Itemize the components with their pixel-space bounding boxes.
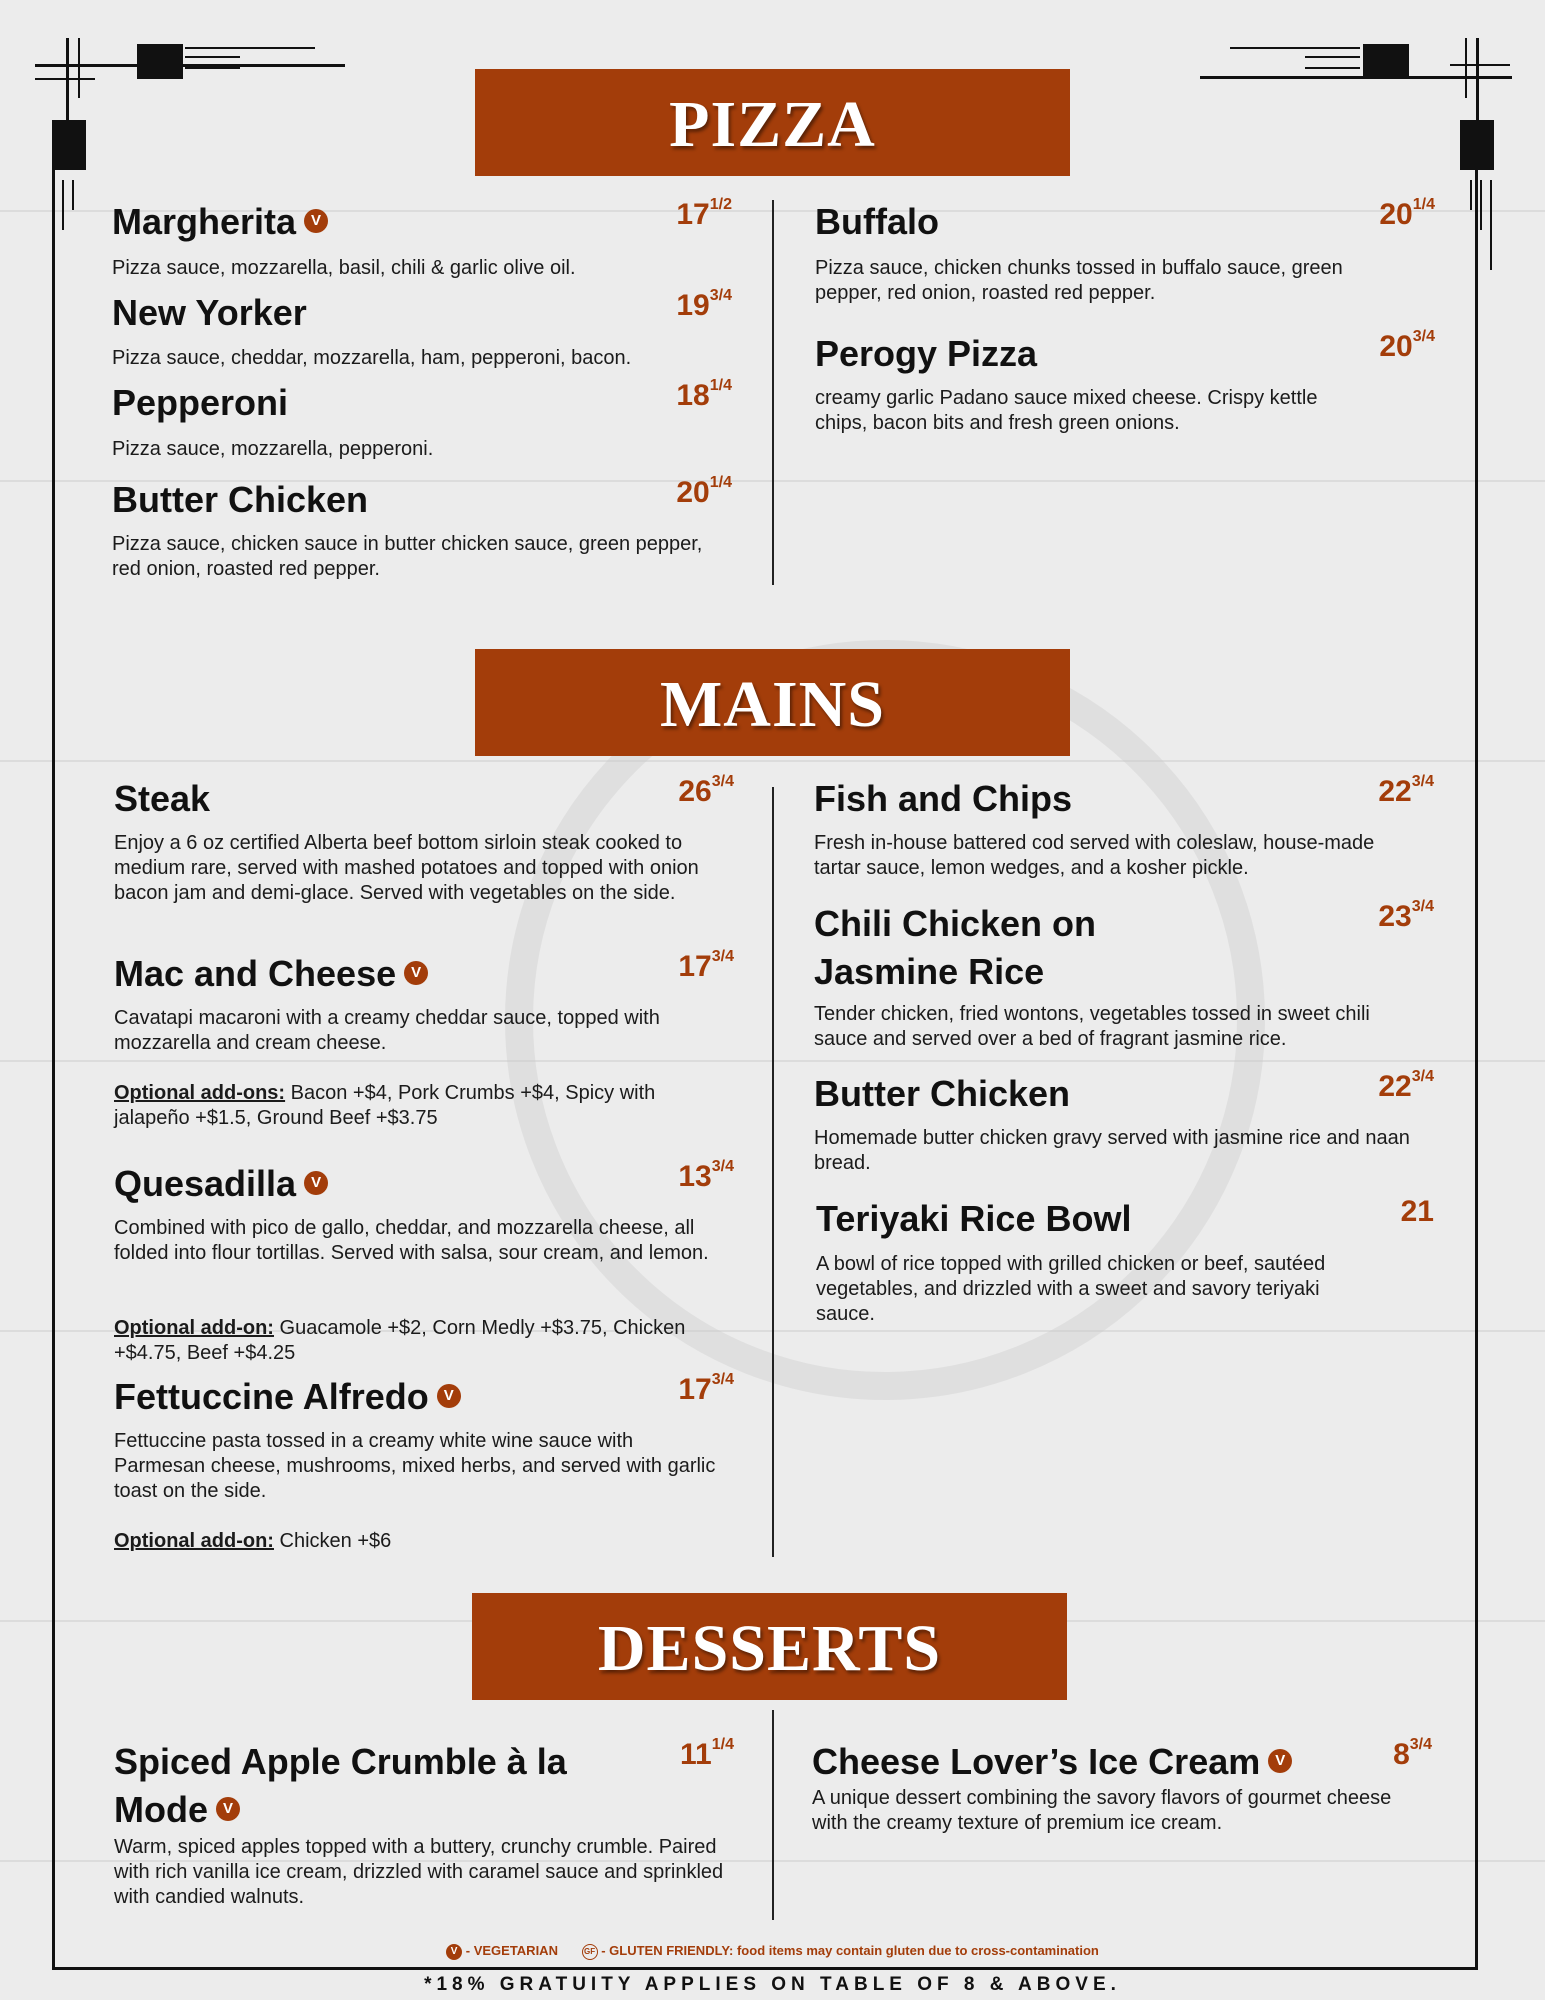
item-description: Pizza sauce, mozzarella, pepperoni. bbox=[112, 438, 434, 460]
item-price: $13^{3/4}$ bbox=[678, 1158, 734, 1193]
addons-label: Optional add-on: bbox=[114, 1530, 274, 1552]
item-description: A unique dessert combining the savory flavors of gourmet cheese with the creamy texture of premium ice cream. bbox=[812, 1787, 1392, 1834]
column-divider bbox=[772, 1710, 774, 1920]
frame-border-bottom bbox=[52, 1967, 1478, 1970]
vegetarian-icon: V bbox=[1268, 1749, 1292, 1773]
item-price: $18^{1/4}$ bbox=[676, 377, 732, 412]
frame-border-left bbox=[52, 120, 55, 1970]
item-description: Pizza sauce, chicken sauce in butter chicken sauce, green pepper, red onion, roasted red pepper. bbox=[112, 533, 703, 580]
item-description: A bowl of rice topped with grilled chicken or beef, sautéed vegetables, and drizzled with a sweet and savory teriyaki sauce. bbox=[816, 1253, 1326, 1325]
item-price: 21 bbox=[1400, 1195, 1434, 1228]
item-description: Warm, spiced apples topped with a buttery, crunchy crumble. Paired with rich vanilla ice cream, drizzled with caramel sauce and sprinkled with candied walnuts. bbox=[114, 1836, 724, 1908]
item-description: Tender chicken, fried wontons, vegetables tossed in sweet chili sauce and served over a bed of fragrant jasmine rice. bbox=[814, 1003, 1370, 1050]
vegetarian-icon: V bbox=[304, 209, 328, 233]
item-name: Fettuccine Alfredo bbox=[114, 1376, 429, 1417]
item-name: Butter Chicken bbox=[814, 1073, 1071, 1114]
item-description: Pizza sauce, mozzarella, basil, chili & garlic olive oil. bbox=[112, 257, 576, 279]
item-price: $22^{3/4}$ bbox=[1378, 773, 1434, 808]
item-price: $20^{1/4}$ bbox=[1379, 196, 1435, 231]
item-name: Fish and Chips bbox=[814, 778, 1073, 819]
vegetarian-icon: V bbox=[304, 1171, 328, 1195]
item-description: Fresh in-house battered cod served with coleslaw, house-made tartar sauce, lemon wedges, and a kosher pickle. bbox=[814, 832, 1375, 879]
item-name: Buffalo bbox=[815, 201, 939, 242]
item-price: $20^{3/4}$ bbox=[1379, 328, 1435, 363]
addons-label: Optional add-on: bbox=[114, 1317, 274, 1339]
item-name: Steak bbox=[114, 778, 211, 819]
vegetarian-icon: V bbox=[404, 961, 428, 985]
item-price: $19^{3/4}$ bbox=[676, 287, 732, 322]
item-name: Pepperoni bbox=[112, 382, 289, 423]
section-banner-pizza: PIZZA bbox=[475, 69, 1070, 176]
item-name: Butter Chicken bbox=[112, 479, 369, 520]
item-name: Mac and Cheese bbox=[114, 953, 397, 994]
item-name: Teriyaki Rice Bowl bbox=[816, 1198, 1132, 1239]
vegetarian-icon: V bbox=[437, 1384, 461, 1408]
item-price: $11^{1/4}$ bbox=[680, 1736, 734, 1771]
item-description: Cavatapi macaroni with a creamy cheddar sauce, topped with mozzarella and cream cheese. bbox=[114, 1007, 660, 1054]
item-price: $8^{3/4}$ bbox=[1393, 1736, 1432, 1771]
item-description: Pizza sauce, chicken chunks tossed in buffalo sauce, green pepper, red onion, roasted red pepper. bbox=[815, 257, 1343, 304]
vegetarian-icon: V bbox=[446, 1944, 462, 1960]
addons-text: Bacon +$4, Pork Crumbs +$4, Spicy with jalapeño +$1.5, Ground Beef +$3.75 bbox=[114, 1082, 656, 1129]
item-name: New Yorker bbox=[112, 292, 307, 333]
item-description: creamy garlic Padano sauce mixed cheese. Crispy kettle chips, bacon bits and fresh green onions. bbox=[815, 387, 1318, 434]
item-price: $20^{1/4}$ bbox=[676, 474, 732, 509]
vegetarian-icon: V bbox=[216, 1797, 240, 1821]
item-price: $23^{3/4}$ bbox=[1378, 898, 1434, 933]
item-name: Cheese Lover’s Ice Cream bbox=[812, 1741, 1261, 1782]
item-price: $26^{3/4}$ bbox=[678, 773, 734, 808]
section-banner-mains: MAINS bbox=[475, 649, 1070, 756]
item-description: Fettuccine pasta tossed in a creamy white wine sauce with Parmesan cheese, mushrooms, mixed herbs, and served with garlic toast on the side. bbox=[114, 1430, 716, 1502]
item-addons bbox=[114, 1529, 714, 1554]
item-price: $22^{3/4}$ bbox=[1378, 1068, 1434, 1103]
item-name: Perogy Pizza bbox=[815, 333, 1038, 374]
item-name: Margherita bbox=[112, 201, 297, 242]
item-description: Enjoy a 6 oz certified Alberta beef bottom sirloin steak cooked to medium rare, served with mashed potatoes and topped with onion bacon jam and demi-glace. Served with vegetables on the side. bbox=[114, 832, 699, 904]
section-banner-desserts: DESSERTS bbox=[472, 1593, 1067, 1700]
item-description: Homemade butter chicken gravy served with jasmine rice and naan bread. bbox=[814, 1127, 1410, 1174]
gluten-friendly-icon: GF bbox=[582, 1944, 598, 1960]
item-name: Quesadilla bbox=[114, 1163, 297, 1204]
item-price: $17^{3/4}$ bbox=[678, 1371, 734, 1406]
item-description: Pizza sauce, cheddar, mozzarella, ham, pepperoni, bacon. bbox=[112, 347, 632, 369]
addons-text: Guacamole +$2, Corn Medly +$3.75, Chicken +$4.75, Beef +$4.25 bbox=[114, 1317, 686, 1364]
item-addons bbox=[114, 1316, 694, 1366]
item-name: Spiced Apple Crumble à la Mode bbox=[114, 1741, 567, 1830]
item-name: Chili Chicken on Jasmine Rice bbox=[814, 903, 1097, 992]
gratuity-notice: *18% GRATUITY APPLIES ON TABLE OF 8 & ABOVE. bbox=[424, 1974, 1121, 1995]
column-divider bbox=[772, 200, 774, 585]
item-addons bbox=[114, 1081, 724, 1131]
legend-vegetarian-text: - VEGETARIAN bbox=[462, 1943, 558, 1958]
item-description: Combined with pico de gallo, cheddar, and mozzarella cheese, all folded into flour tortillas. Served with salsa, sour cream, and lemon. bbox=[114, 1217, 709, 1264]
dietary-legend bbox=[0, 1943, 1545, 1960]
addons-text: Chicken +$6 bbox=[273, 1530, 392, 1552]
frame-border-right bbox=[1475, 120, 1478, 1970]
addons-label: Optional add-ons: bbox=[114, 1082, 286, 1104]
item-price: $17^{1/2}$ bbox=[676, 196, 732, 231]
legend-gluten-friendly-text: - GLUTEN FRIENDLY: food items may contain gluten due to cross-contamination bbox=[597, 1943, 1099, 1958]
column-divider bbox=[772, 787, 774, 1557]
item-price: $17^{3/4}$ bbox=[678, 948, 734, 983]
